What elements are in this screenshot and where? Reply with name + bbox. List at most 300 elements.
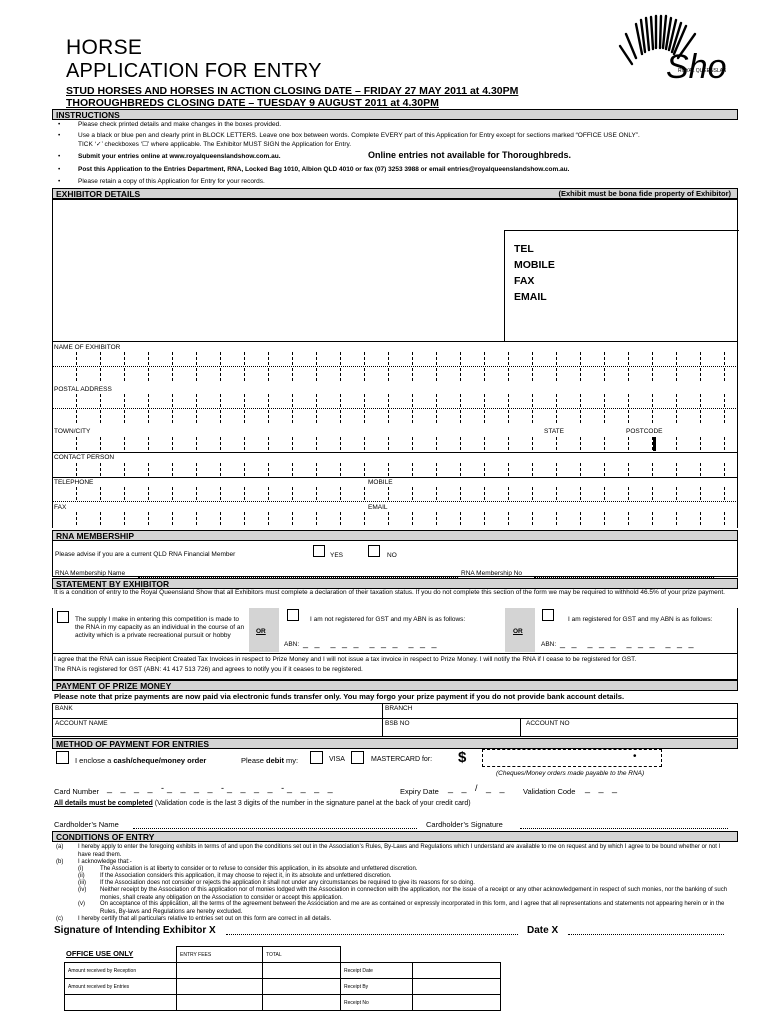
letter-box-tick bbox=[316, 394, 317, 407]
letter-box-tick bbox=[676, 410, 677, 423]
hobby-checkbox[interactable] bbox=[57, 611, 69, 623]
condition-a: I hereby apply to enter the foregoing exhibits in terms of and upon the conditions set out in the Association’s Rules, By-Laws and Regulations which I understand are available to me on request and by which I agree to be bound whether or not I have read them. bbox=[78, 844, 721, 858]
letter-box-tick bbox=[724, 463, 725, 476]
letter-box-tick bbox=[100, 437, 101, 450]
mobile-field-label: MOBILE bbox=[368, 479, 393, 486]
postcode-label: POSTCODE bbox=[626, 428, 663, 435]
letter-box-tick bbox=[724, 487, 725, 500]
letter-box-tick bbox=[676, 487, 677, 500]
letter-box-tick bbox=[340, 352, 341, 365]
letter-box-tick bbox=[340, 368, 341, 381]
letter-box-tick bbox=[700, 463, 701, 476]
condition-c: I hereby certify that all particulars relative to entries set out on this form are correct in all details. bbox=[78, 916, 332, 922]
letter-box-tick bbox=[652, 487, 653, 500]
postal-address-field[interactable] bbox=[52, 394, 738, 424]
letter-box-tick bbox=[172, 352, 173, 365]
membership-no-field-label: RNA Membership No bbox=[461, 570, 523, 577]
letter-box-tick bbox=[484, 394, 485, 407]
letter-box-tick bbox=[460, 463, 461, 476]
letter-box-tick bbox=[364, 394, 365, 407]
mastercard-label: MASTERCARD for: bbox=[371, 756, 433, 763]
letter-box-tick bbox=[484, 368, 485, 381]
letter-box-tick bbox=[436, 410, 437, 423]
letter-box-tick bbox=[316, 437, 317, 450]
email-field-label: EMAIL bbox=[368, 504, 388, 511]
letter-box-tick bbox=[124, 487, 125, 500]
abn-field-2[interactable]: _ _ _ _ _ _ _ _ _ _ _ bbox=[560, 638, 696, 648]
letter-box-tick bbox=[268, 352, 269, 365]
letter-box-tick bbox=[148, 394, 149, 407]
letter-box-tick bbox=[700, 437, 701, 450]
letter-box-tick bbox=[316, 487, 317, 500]
letter-box-tick bbox=[388, 512, 389, 525]
letter-box-tick bbox=[484, 512, 485, 525]
letter-box-tick bbox=[604, 437, 605, 450]
letter-box-tick bbox=[532, 437, 533, 450]
letter-box-tick bbox=[412, 463, 413, 476]
email-label: EMAIL bbox=[514, 291, 547, 303]
letter-box-tick bbox=[724, 368, 725, 381]
condition-i: The Association is at liberty to consider or to refuse to consider this application, in its absolute and unfettered discretion. bbox=[100, 866, 418, 872]
letter-box-tick bbox=[124, 352, 125, 365]
expiry-label: Expiry Date bbox=[400, 787, 439, 796]
email-field[interactable] bbox=[368, 512, 738, 526]
validation-label: Validation Code bbox=[523, 787, 576, 796]
letter-box-tick bbox=[100, 394, 101, 407]
membership-yes-label: YES bbox=[330, 552, 344, 559]
method-heading: METHOD OF PAYMENT FOR ENTRIES bbox=[52, 738, 738, 749]
enclose-label: I enclose a cash/cheque/money order bbox=[75, 756, 207, 765]
letter-box-tick bbox=[580, 368, 581, 381]
statement-intro: It is a condition of entry to the Royal Queensland Show that all Exhibitors must complete a declaration of their taxation status. If you do not complete this section of the form we may be required to withhold 46.5% of your prize payment. bbox=[54, 589, 725, 596]
letter-box-tick bbox=[148, 463, 149, 476]
letter-box-tick bbox=[388, 352, 389, 365]
letter-box-tick bbox=[244, 437, 245, 450]
letter-box-tick bbox=[364, 512, 365, 525]
letter-box-tick bbox=[220, 512, 221, 525]
conditions-heading: CONDITIONS OF ENTRY bbox=[52, 831, 738, 842]
letter-box-tick bbox=[724, 352, 725, 365]
letter-box-tick bbox=[124, 368, 125, 381]
letter-box-tick bbox=[316, 352, 317, 365]
dollar-sign: $ bbox=[458, 749, 467, 766]
letter-box-tick bbox=[580, 394, 581, 407]
membership-name-label: RNA Membership Name bbox=[55, 570, 126, 577]
letter-box-tick bbox=[292, 394, 293, 407]
cardholder-signature-field[interactable] bbox=[520, 828, 728, 829]
cardholder-name-label: Cardholder’s Name bbox=[54, 820, 119, 829]
letter-box-tick bbox=[556, 487, 557, 500]
name-of-exhibitor-field[interactable] bbox=[52, 352, 738, 388]
visa-checkbox[interactable] bbox=[310, 751, 323, 764]
letter-box-tick bbox=[604, 368, 605, 381]
letter-box-tick bbox=[268, 410, 269, 423]
mastercard-checkbox[interactable] bbox=[351, 751, 364, 764]
signature-date-field[interactable] bbox=[568, 934, 724, 935]
abn-label-2: ABN: bbox=[541, 641, 557, 648]
letter-box-tick bbox=[100, 410, 101, 423]
letter-box-tick bbox=[700, 512, 701, 525]
letter-box-tick bbox=[292, 410, 293, 423]
letter-box-tick bbox=[364, 463, 365, 476]
letter-box-tick bbox=[508, 352, 509, 365]
letter-box-tick bbox=[340, 410, 341, 423]
hobby-statement: The supply I make in entering this competition is made to the RNA in my capacity as an individual in the course of an activity which is a private recreational pursuit or hobby bbox=[75, 616, 245, 639]
letter-box-tick bbox=[172, 368, 173, 381]
office-row-entries: Amount received by Entries bbox=[65, 979, 177, 995]
exhibitor-note: (Exhibit must be bona fide property of Exhibitor) bbox=[558, 189, 731, 198]
letter-box-tick bbox=[460, 437, 461, 450]
contact-labels bbox=[514, 241, 555, 305]
office-use-table bbox=[64, 946, 501, 1011]
letter-box-tick bbox=[76, 437, 77, 450]
letter-box-tick bbox=[148, 437, 149, 450]
letter-box-tick bbox=[436, 487, 437, 500]
entry-fees-header: ENTRY FEES bbox=[177, 947, 263, 963]
letter-box-tick bbox=[340, 512, 341, 525]
letter-box-tick bbox=[76, 487, 77, 500]
letter-box-tick bbox=[148, 352, 149, 365]
letter-box-tick bbox=[580, 410, 581, 423]
instruction-4: Submit your entries online at www.royalqueenslandshow.com.au. bbox=[78, 153, 281, 160]
letter-box-tick bbox=[412, 512, 413, 525]
letter-box-tick bbox=[172, 512, 173, 525]
letter-box-tick bbox=[532, 352, 533, 365]
condition-iii: If the Association does not consider or rejects the application it shall not under any circumstances be required to give its reasons for so doing. bbox=[100, 880, 475, 886]
rcti-statement: I agree that the RNA can issue Recipient Created Tax Invoices in respect to Prize Money and I will not issue a tax invoice in respect to Prize Money. I will notify the RNA if I cease to be registered for GST. bbox=[54, 656, 637, 663]
letter-box-tick bbox=[724, 394, 725, 407]
letter-box-tick bbox=[220, 463, 221, 476]
office-row-reception: Amount received by Reception bbox=[65, 963, 177, 979]
letter-box-tick bbox=[148, 512, 149, 525]
letter-box-tick bbox=[292, 352, 293, 365]
letter-box-tick bbox=[580, 352, 581, 365]
letter-box-tick bbox=[460, 487, 461, 500]
letter-box-tick bbox=[556, 437, 557, 450]
instruction-3: TICK ‘✓’ checkboxes ‘☐’ where applicable. The Exhibitor MUST SIGN the Application for Entry. bbox=[78, 141, 352, 148]
letter-box-tick bbox=[124, 394, 125, 407]
contact-person-field[interactable] bbox=[52, 462, 738, 476]
letter-box-tick bbox=[100, 487, 101, 500]
letter-box-tick bbox=[412, 394, 413, 407]
letter-box-tick bbox=[268, 394, 269, 407]
letter-box-tick bbox=[484, 437, 485, 450]
registered-gst-checkbox[interactable] bbox=[542, 609, 554, 621]
letter-box-tick bbox=[196, 368, 197, 381]
letter-box-tick bbox=[100, 512, 101, 525]
validation-note: All details must be completed (Validation code is the last 3 digits of the number in the signature panel at the back of your credit card) bbox=[54, 800, 471, 807]
validation-field[interactable]: _ _ _ bbox=[585, 783, 621, 793]
letter-box-tick bbox=[100, 463, 101, 476]
logo-show-wordmark: Sho bbox=[666, 48, 726, 86]
condition-iv: Neither receipt by the Association of this application nor of monies lodged with the Association in connection with the application, nor the issue of a receipt or any other acknowledgement in respect of such monies, nor the banking of such monies, shall create any obligation on the Association to consider or accept this application. bbox=[100, 887, 728, 901]
letter-box-tick bbox=[172, 463, 173, 476]
letter-box-tick bbox=[292, 512, 293, 525]
letter-box-tick bbox=[556, 352, 557, 365]
office-use-heading: OFFICE USE ONLY bbox=[66, 949, 134, 958]
bsb-label: BSB NO bbox=[385, 720, 410, 727]
letter-box-tick bbox=[364, 437, 365, 450]
letter-box-tick bbox=[76, 394, 77, 407]
town-city-field[interactable] bbox=[52, 436, 542, 452]
closing-date-thoroughbreds: THOROUGHBREDS CLOSING DATE – TUESDAY 9 AUGUST 2011 at 4.30PM bbox=[66, 97, 439, 109]
letter-box-tick bbox=[76, 352, 77, 365]
letter-box-tick bbox=[148, 487, 149, 500]
letter-box-tick bbox=[340, 487, 341, 500]
letter-box-tick bbox=[244, 463, 245, 476]
card-number-field[interactable]: _ _ _ _ -_ _ _ _ -_ _ _ _ -_ _ _ _ bbox=[107, 783, 336, 793]
letter-box-tick bbox=[244, 368, 245, 381]
letter-box-tick bbox=[172, 437, 173, 450]
payable-note: (Cheques/Money orders made payable to the RNA) bbox=[496, 770, 645, 777]
letter-box-tick bbox=[436, 368, 437, 381]
letter-box-tick bbox=[220, 437, 221, 450]
exhibitor-heading bbox=[52, 188, 738, 199]
letter-box-tick bbox=[124, 512, 125, 525]
letter-box-tick bbox=[220, 352, 221, 365]
logo-royal-queensland: ROYAL QUEENSLAND bbox=[678, 68, 726, 74]
letter-box-tick bbox=[460, 352, 461, 365]
letter-box-tick bbox=[196, 352, 197, 365]
account-name-label: ACCOUNT NAME bbox=[55, 720, 108, 727]
letter-box-tick bbox=[412, 410, 413, 423]
letter-box-tick bbox=[508, 512, 509, 525]
not-registered-gst-checkbox[interactable] bbox=[287, 609, 299, 621]
letter-box-tick bbox=[316, 410, 317, 423]
letter-box-tick bbox=[388, 437, 389, 450]
letter-box-tick bbox=[676, 437, 677, 450]
letter-box-tick bbox=[556, 410, 557, 423]
exhibitor-heading-text: EXHIBITOR DETAILS bbox=[56, 189, 141, 199]
exhibitor-signature-label: Signature of Intending Exhibitor X bbox=[54, 925, 216, 936]
registered-gst-label: I am registered for GST and my ABN is as follows: bbox=[568, 616, 713, 623]
letter-box-tick bbox=[220, 410, 221, 423]
letter-box-tick bbox=[676, 368, 677, 381]
letter-box-tick bbox=[532, 512, 533, 525]
letter-box-tick bbox=[604, 512, 605, 525]
letter-box-tick bbox=[436, 512, 437, 525]
letter-box-tick bbox=[484, 352, 485, 365]
letter-box-tick bbox=[76, 512, 77, 525]
letter-box-tick bbox=[508, 437, 509, 450]
letter-box-tick bbox=[436, 437, 437, 450]
letter-box-tick bbox=[700, 352, 701, 365]
not-registered-gst-label: I am not registered for GST and my ABN is as follows: bbox=[310, 616, 466, 623]
letter-box-tick bbox=[100, 368, 101, 381]
letter-box-tick bbox=[532, 410, 533, 423]
letter-box-tick bbox=[340, 394, 341, 407]
postcode-divider bbox=[653, 437, 656, 451]
postcode-field[interactable] bbox=[626, 436, 736, 452]
fax-field-label: FAX bbox=[54, 504, 67, 511]
letter-box-tick bbox=[580, 437, 581, 450]
letter-box-tick bbox=[652, 463, 653, 476]
town-city-label: TOWN/CITY bbox=[54, 428, 91, 435]
letter-box-tick bbox=[724, 512, 725, 525]
letter-box-tick bbox=[316, 463, 317, 476]
letter-box-tick bbox=[508, 487, 509, 500]
letter-box-tick bbox=[436, 463, 437, 476]
letter-box-tick bbox=[172, 487, 173, 500]
letter-box-tick bbox=[652, 437, 653, 450]
letter-box-tick bbox=[268, 437, 269, 450]
letter-box-tick bbox=[412, 437, 413, 450]
postal-address-label: POSTAL ADDRESS bbox=[54, 386, 112, 393]
letter-box-tick bbox=[580, 512, 581, 525]
letter-box-tick bbox=[484, 410, 485, 423]
membership-question: Please advise if you are a current QLD RNA Financial Member bbox=[55, 551, 236, 558]
letter-box-tick bbox=[532, 394, 533, 407]
letter-box-tick bbox=[508, 394, 509, 407]
instruction-7: Please retain a copy of this Application for Entry for your records. bbox=[78, 178, 265, 185]
letter-box-tick bbox=[268, 512, 269, 525]
branch-label: BRANCH bbox=[385, 705, 413, 712]
letter-box-tick bbox=[628, 463, 629, 476]
letter-box-tick bbox=[556, 394, 557, 407]
telephone-label: TELEPHONE bbox=[54, 479, 94, 486]
letter-box-tick bbox=[124, 437, 125, 450]
letter-box-tick bbox=[220, 368, 221, 381]
instruction-1: Please check printed details and make changes in the boxes provided. bbox=[78, 121, 282, 128]
contact-person-label: CONTACT PERSON bbox=[54, 454, 115, 461]
letter-box-tick bbox=[604, 487, 605, 500]
total-header: TOTAL bbox=[263, 947, 341, 963]
letter-box-tick bbox=[292, 463, 293, 476]
letter-box-tick bbox=[556, 368, 557, 381]
letter-box-tick bbox=[580, 463, 581, 476]
form-title: HORSE bbox=[66, 36, 143, 59]
instruction-2: Use a black or blue pen and clearly print in BLOCK LETTERS. Leave one box between words. Complete EVERY part of this Application for Entry except for sections marked “OFFICE USE ONLY”. bbox=[78, 132, 640, 139]
letter-box-tick bbox=[388, 487, 389, 500]
abn-label-1: ABN: bbox=[284, 641, 300, 648]
enclose-checkbox[interactable] bbox=[56, 751, 69, 764]
letter-box-tick bbox=[364, 487, 365, 500]
letter-box-tick bbox=[124, 410, 125, 423]
royal-queensland-show-logo bbox=[616, 14, 726, 110]
membership-heading: RNA MEMBERSHIP bbox=[52, 530, 738, 541]
letter-box-tick bbox=[508, 463, 509, 476]
letter-box-tick bbox=[364, 352, 365, 365]
letter-box-tick bbox=[196, 394, 197, 407]
letter-box-tick bbox=[628, 437, 629, 450]
letter-box-tick bbox=[316, 368, 317, 381]
letter-box-tick bbox=[316, 512, 317, 525]
letter-box-tick bbox=[652, 394, 653, 407]
gst-statement: The RNA is registered for GST (ABN: 41 417 513 726) and agrees to notify you if it ceases to be registered. bbox=[54, 666, 363, 673]
or-label-1: OR bbox=[256, 628, 266, 635]
letter-box-tick bbox=[676, 352, 677, 365]
account-no-label: ACCOUNT NO bbox=[526, 720, 570, 727]
letter-box-tick bbox=[244, 410, 245, 423]
letter-box-tick bbox=[340, 437, 341, 450]
debit-label: Please debit my: bbox=[241, 756, 299, 765]
or-label-2: OR bbox=[513, 628, 523, 635]
letter-box-tick bbox=[292, 368, 293, 381]
letter-box-tick bbox=[76, 463, 77, 476]
state-label: STATE bbox=[544, 428, 564, 435]
letter-box-tick bbox=[148, 410, 149, 423]
visa-label: VISA bbox=[329, 756, 345, 763]
membership-yes-checkbox[interactable] bbox=[313, 545, 325, 557]
letter-box-tick bbox=[508, 410, 509, 423]
prize-payment-heading: PAYMENT OF PRIZE MONEY bbox=[52, 680, 738, 691]
letter-box-tick bbox=[508, 368, 509, 381]
mobile-label: MOBILE bbox=[514, 259, 555, 271]
letter-box-tick bbox=[364, 410, 365, 423]
receipt-by-label: Receipt By bbox=[341, 979, 413, 995]
condition-b: I acknowledge that:- bbox=[78, 859, 132, 865]
letter-box-tick bbox=[724, 437, 725, 450]
letter-box-tick bbox=[604, 352, 605, 365]
letter-box-tick bbox=[196, 487, 197, 500]
letter-box-tick bbox=[604, 463, 605, 476]
letter-box-tick bbox=[676, 394, 677, 407]
cardholder-name-field[interactable] bbox=[133, 828, 417, 829]
letter-box-tick bbox=[292, 487, 293, 500]
card-number-label: Card Number bbox=[54, 787, 100, 796]
letter-box-tick bbox=[268, 368, 269, 381]
receipt-no-label: Receipt No bbox=[341, 995, 413, 1011]
letter-box-tick bbox=[412, 352, 413, 365]
letter-box-tick bbox=[604, 410, 605, 423]
letter-box-tick bbox=[628, 410, 629, 423]
letter-box-tick bbox=[388, 368, 389, 381]
letter-box-tick bbox=[196, 410, 197, 423]
letter-box-tick bbox=[532, 463, 533, 476]
mobile-field[interactable] bbox=[368, 487, 738, 501]
closing-date-stud: STUD HORSES AND HORSES IN ACTION CLOSING DATE – FRIDAY 27 MAY 2011 at 4.30PM bbox=[66, 85, 519, 97]
letter-box-tick bbox=[700, 410, 701, 423]
expiry-field[interactable]: _ _ / _ _ bbox=[448, 783, 508, 793]
letter-box-tick bbox=[652, 352, 653, 365]
letter-box-tick bbox=[76, 410, 77, 423]
letter-box-tick bbox=[604, 394, 605, 407]
letter-box-tick bbox=[628, 394, 629, 407]
letter-box-tick bbox=[700, 368, 701, 381]
letter-box-tick bbox=[676, 512, 677, 525]
letter-box-tick bbox=[412, 368, 413, 381]
letter-box-tick bbox=[436, 352, 437, 365]
fax-label: FAX bbox=[514, 275, 535, 287]
letter-box-tick bbox=[124, 463, 125, 476]
letter-box-tick bbox=[196, 437, 197, 450]
tel-label: TEL bbox=[514, 243, 534, 255]
letter-box-tick bbox=[388, 394, 389, 407]
letter-box-tick bbox=[484, 463, 485, 476]
letter-box-tick bbox=[268, 487, 269, 500]
membership-no-label: NO bbox=[387, 552, 397, 559]
letter-box-tick bbox=[460, 512, 461, 525]
letter-box-tick bbox=[412, 487, 413, 500]
letter-box-tick bbox=[268, 463, 269, 476]
letter-box-tick bbox=[556, 512, 557, 525]
letter-box-tick bbox=[652, 368, 653, 381]
prize-payment-note: Please note that prize payments are now paid via electronic funds transfer only. You may forgo your prize payment if you do not provide bank account details. bbox=[54, 692, 625, 701]
letter-box-tick bbox=[196, 512, 197, 525]
membership-no-checkbox[interactable] bbox=[368, 545, 380, 557]
exhibitor-signature-field[interactable] bbox=[226, 934, 518, 935]
letter-box-tick bbox=[556, 463, 557, 476]
abn-field-1[interactable]: _ _ _ _ _ _ _ _ _ _ _ bbox=[303, 638, 439, 648]
instruction-5: Online entries not available for Thoroughbreds. bbox=[368, 150, 572, 160]
letter-box-tick bbox=[700, 394, 701, 407]
bank-label: BANK bbox=[55, 705, 73, 712]
letter-box-tick bbox=[388, 463, 389, 476]
letter-box-tick bbox=[244, 487, 245, 500]
letter-box-tick bbox=[340, 463, 341, 476]
letter-box-tick bbox=[676, 463, 677, 476]
letter-box-tick bbox=[364, 368, 365, 381]
